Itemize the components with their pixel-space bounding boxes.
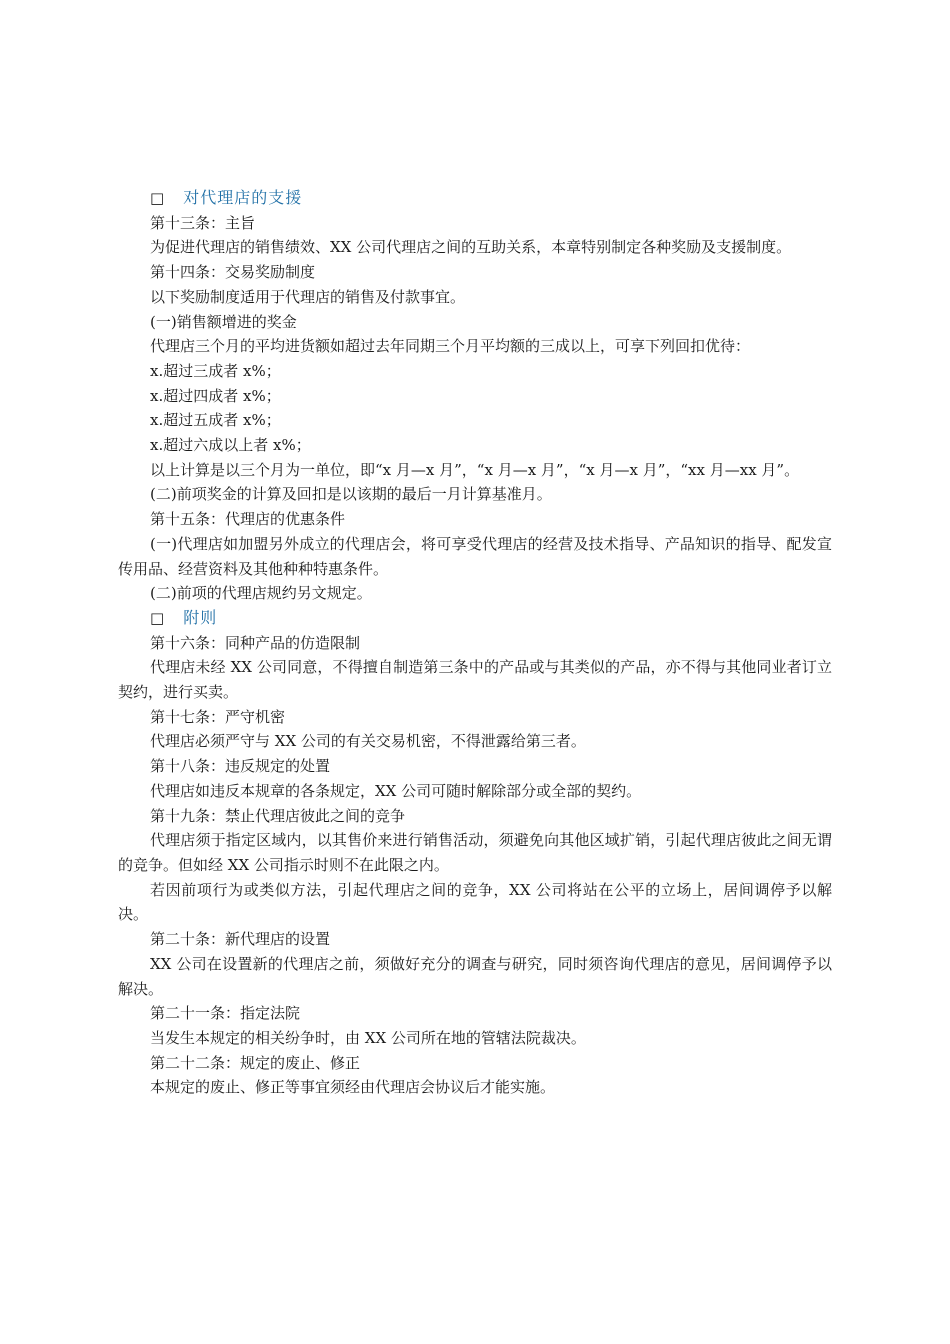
text-line: (二)前项的代理店规约另文规定。 [150, 584, 372, 603]
text-line: 第十九条：禁止代理店彼此之间的竞争 [150, 806, 406, 825]
paragraph: 为促进代理店的销售绩效、XX 公司代理店之间的互助关系，本章特别制定各种奖励及支援制度。 [150, 238, 792, 257]
paragraph: 代理店未经 XX 公司同意，不得擅自制造第三条中的产品或与其类似的产品，亦不得与其他同业者订立契约，进行买卖。 [118, 658, 832, 702]
text-line: x.超过四成者 x%； [150, 386, 281, 405]
text-line: 以下奖励制度适用于代理店的销售及付款事宜。 [150, 287, 466, 306]
text-line: 第十七条：严守机密 [150, 707, 286, 726]
checkbox-icon: □ [150, 189, 166, 207]
paragraph: 以上计算是以三个月为一单位，即“x 月—x 月”，“x 月—x 月”，“x 月—x 月”，“xx 月—xx 月”。 [150, 460, 800, 479]
text-line: 第十八条：违反规定的处置 [150, 757, 331, 776]
document-body [118, 186, 832, 1100]
checkbox-icon: □ [150, 608, 166, 627]
section-heading [118, 186, 832, 211]
text-line: x.超过三成者 x%； [150, 361, 281, 380]
paragraph: (一)代理店如加盟另外成立的代理店会，将可享受代理店的经营及技术指导、产品知识的指导、配发宣传用品、经营资料及其他种种特惠条件。 [118, 534, 832, 578]
paragraph: 代理店须于指定区域内，以其售价来进行销售活动，须避免向其他区域扩销，引起代理店彼此之间无谓的竞争。但如经 XX 公司指示时则不在此限之内。 [118, 831, 832, 874]
text-line: 第十三条：主旨 [150, 213, 256, 232]
text-line: 第二十二条：规定的废止、修正 [150, 1053, 361, 1072]
section-heading-text: 对代理店的支援 [183, 188, 303, 207]
section-heading [118, 606, 832, 631]
section-heading-text: 附则 [183, 607, 218, 627]
text-line: (二)前项奖金的计算及回扣是以该期的最后一月计算基准月。 [150, 485, 552, 504]
text-line: 本规定的废止、修正等事宜须经由代理店会协议后才能实施。 [150, 1078, 556, 1097]
text-line: 代理店如违反本规章的各条规定，XX 公司可随时解除部分或全部的契约。 [150, 781, 642, 800]
text-line: x.超过五成者 x%； [150, 411, 281, 430]
paragraph: 若因前项行为或类似方法，引起代理店之间的竞争，XX 公司将站在公平的立场上，居间调停予以解决。 [118, 880, 832, 924]
text-line: 代理店三个月的平均进货额如超过去年同期三个月平均额的三成以上，可享下列回扣优待： [150, 337, 751, 356]
text-line: 第二十条：新代理店的设置 [150, 930, 331, 949]
text-line: 当发生本规定的相关纷争时，由 XX 公司所在地的管辖法院裁决。 [150, 1028, 586, 1047]
text-line: 第十四条：交易奖励制度 [150, 263, 316, 282]
text-line: 第十五条：代理店的优惠条件 [150, 510, 346, 529]
text-line: 第十六条：同种产品的仿造限制 [150, 633, 361, 652]
text-line: 第二十一条：指定法院 [150, 1004, 301, 1023]
text-line: x.超过六成以上者 x%； [150, 436, 311, 455]
text-line: (一)销售额增进的奖金 [150, 312, 297, 331]
text-line: 代理店必须严守与 XX 公司的有关交易机密，不得泄露给第三者。 [150, 732, 586, 751]
paragraph: XX 公司在设置新的代理店之前，须做好充分的调查与研究，同时须咨询代理店的意见，居间调停予以解决。 [118, 954, 832, 998]
